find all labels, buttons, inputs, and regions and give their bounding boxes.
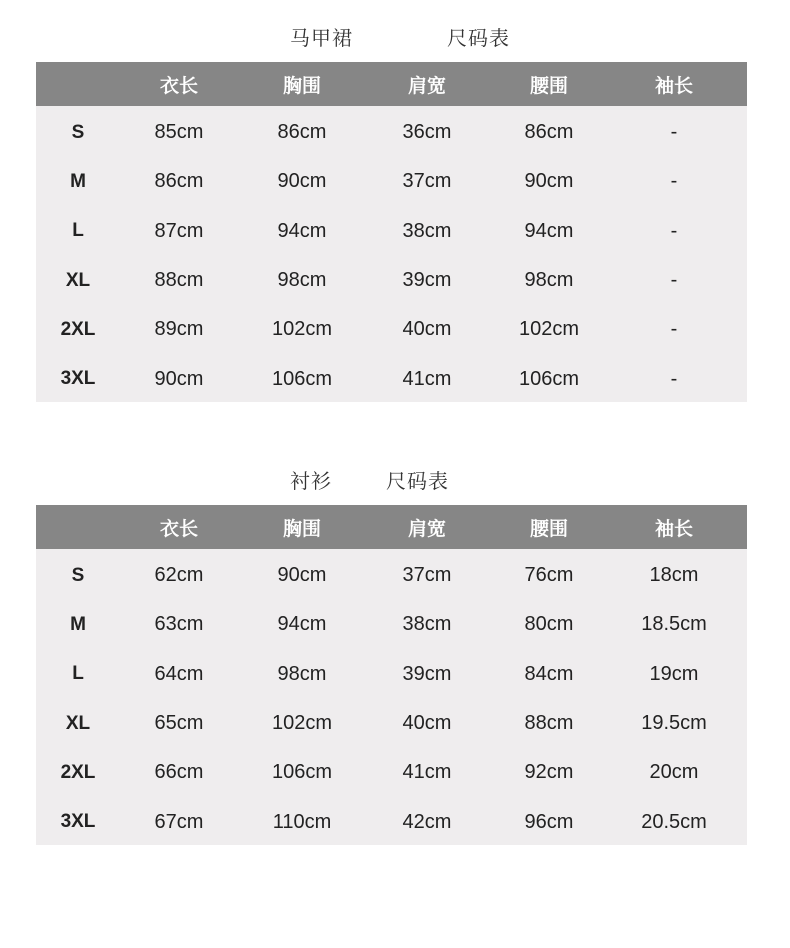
measurement-cell: 18cm: [649, 564, 699, 587]
header-cell: 腰围: [529, 517, 568, 540]
measurement-cell: 90cm: [154, 367, 204, 390]
measurement-cell: 76cm: [524, 564, 574, 587]
shirt-size-table: [36, 505, 747, 845]
table-row: [36, 699, 747, 748]
measurement-cell: 106cm: [271, 761, 333, 784]
measurement-cell: 39cm: [402, 269, 452, 292]
table-row: [36, 551, 747, 600]
vest-chart-title: 马甲裙: [290, 26, 353, 50]
measurement-cell: 37cm: [402, 170, 452, 193]
size-label: XL: [65, 269, 91, 291]
measurement-cell: 88cm: [154, 269, 204, 292]
table-body: [36, 551, 747, 847]
size-label: M: [70, 170, 86, 192]
header-cell: 衣长: [159, 74, 198, 97]
table-row: [36, 157, 747, 206]
header-cell: 肩宽: [407, 74, 446, 97]
measurement-cell: 94cm: [277, 613, 327, 636]
table-row: [36, 748, 747, 797]
measurement-cell: 36cm: [402, 121, 452, 144]
measurement-cell: 89cm: [154, 318, 204, 341]
size-label: S: [71, 121, 85, 143]
measurement-cell: 39cm: [402, 662, 452, 685]
measurement-cell: 37cm: [402, 564, 452, 587]
measurement-cell: 62cm: [154, 564, 204, 587]
measurement-cell: 85cm: [154, 121, 204, 144]
table-header: [36, 505, 747, 549]
header-cell: 胸围: [282, 74, 321, 97]
measurement-cell: 86cm: [154, 170, 204, 193]
size-label: S: [71, 564, 85, 586]
size-label: L: [72, 220, 84, 242]
measurement-cell: 90cm: [277, 564, 327, 587]
measurement-cell: 98cm: [524, 269, 574, 292]
size-label: 2XL: [60, 318, 96, 340]
measurement-cell: 41cm: [402, 761, 452, 784]
measurement-cell: 18.5cm: [641, 613, 707, 636]
table-row: [36, 797, 747, 846]
measurement-cell: -: [670, 318, 678, 341]
table-header: [36, 62, 747, 106]
measurement-cell: 110cm: [272, 810, 332, 833]
header-cell: 袖长: [654, 517, 693, 540]
header-cell: 胸围: [282, 517, 321, 540]
size-label: L: [72, 663, 84, 685]
measurement-cell: 41cm: [402, 367, 452, 390]
measurement-cell: 63cm: [154, 613, 204, 636]
table-row: [36, 354, 747, 403]
measurement-cell: 102cm: [271, 318, 333, 341]
measurement-cell: 38cm: [402, 613, 452, 636]
measurement-cell: 87cm: [154, 219, 204, 242]
measurement-cell: -: [670, 121, 678, 144]
measurement-cell: 94cm: [277, 219, 327, 242]
measurement-cell: 106cm: [271, 367, 333, 390]
measurement-cell: 92cm: [524, 761, 574, 784]
size-label: 2XL: [60, 761, 96, 783]
measurement-cell: 65cm: [154, 712, 204, 735]
table-row: [36, 207, 747, 256]
table-row: [36, 650, 747, 699]
measurement-cell: 67cm: [154, 810, 204, 833]
measurement-cell: 80cm: [524, 613, 574, 636]
measurement-cell: 102cm: [271, 712, 333, 735]
shirt-chart-title: 衬衫: [290, 469, 332, 493]
measurement-cell: 106cm: [518, 367, 580, 390]
measurement-cell: 64cm: [154, 662, 204, 685]
measurement-cell: 40cm: [402, 318, 452, 341]
measurement-cell: 19cm: [649, 662, 699, 685]
measurement-cell: 98cm: [277, 269, 327, 292]
table-row: [36, 108, 747, 157]
header-cell: 衣长: [159, 517, 198, 540]
measurement-cell: 19.5cm: [641, 712, 707, 735]
measurement-cell: 66cm: [154, 761, 204, 784]
vest-size-table: [36, 62, 747, 402]
table-row: [36, 305, 747, 354]
measurement-cell: 20.5cm: [641, 810, 707, 833]
measurement-cell: 90cm: [524, 170, 574, 193]
header-cell: 腰围: [529, 74, 568, 97]
measurement-cell: 94cm: [524, 219, 574, 242]
table-body: [36, 108, 747, 404]
header-cell: 肩宽: [407, 517, 446, 540]
measurement-cell: 84cm: [524, 662, 574, 685]
measurement-cell: 38cm: [402, 219, 452, 242]
measurement-cell: -: [670, 219, 678, 242]
measurement-cell: 86cm: [277, 121, 327, 144]
measurement-cell: 90cm: [277, 170, 327, 193]
size-label: 3XL: [60, 368, 96, 390]
size-label: M: [70, 613, 86, 635]
measurement-cell: 42cm: [402, 810, 452, 833]
measurement-cell: 102cm: [518, 318, 580, 341]
measurement-cell: -: [670, 367, 678, 390]
measurement-cell: 40cm: [402, 712, 452, 735]
table-row: [36, 256, 747, 305]
size-label: XL: [65, 712, 91, 734]
measurement-cell: -: [670, 170, 678, 193]
size-label: 3XL: [60, 811, 96, 833]
table-row: [36, 600, 747, 649]
vest-chart-subtitle: 尺码表: [447, 26, 510, 50]
header-cell: 袖长: [654, 74, 693, 97]
measurement-cell: 20cm: [649, 761, 699, 784]
measurement-cell: 86cm: [524, 121, 574, 144]
measurement-cell: 88cm: [524, 712, 574, 735]
measurement-cell: 98cm: [277, 662, 327, 685]
shirt-chart-subtitle: 尺码表: [386, 469, 449, 493]
measurement-cell: -: [670, 269, 678, 292]
measurement-cell: 96cm: [524, 810, 574, 833]
